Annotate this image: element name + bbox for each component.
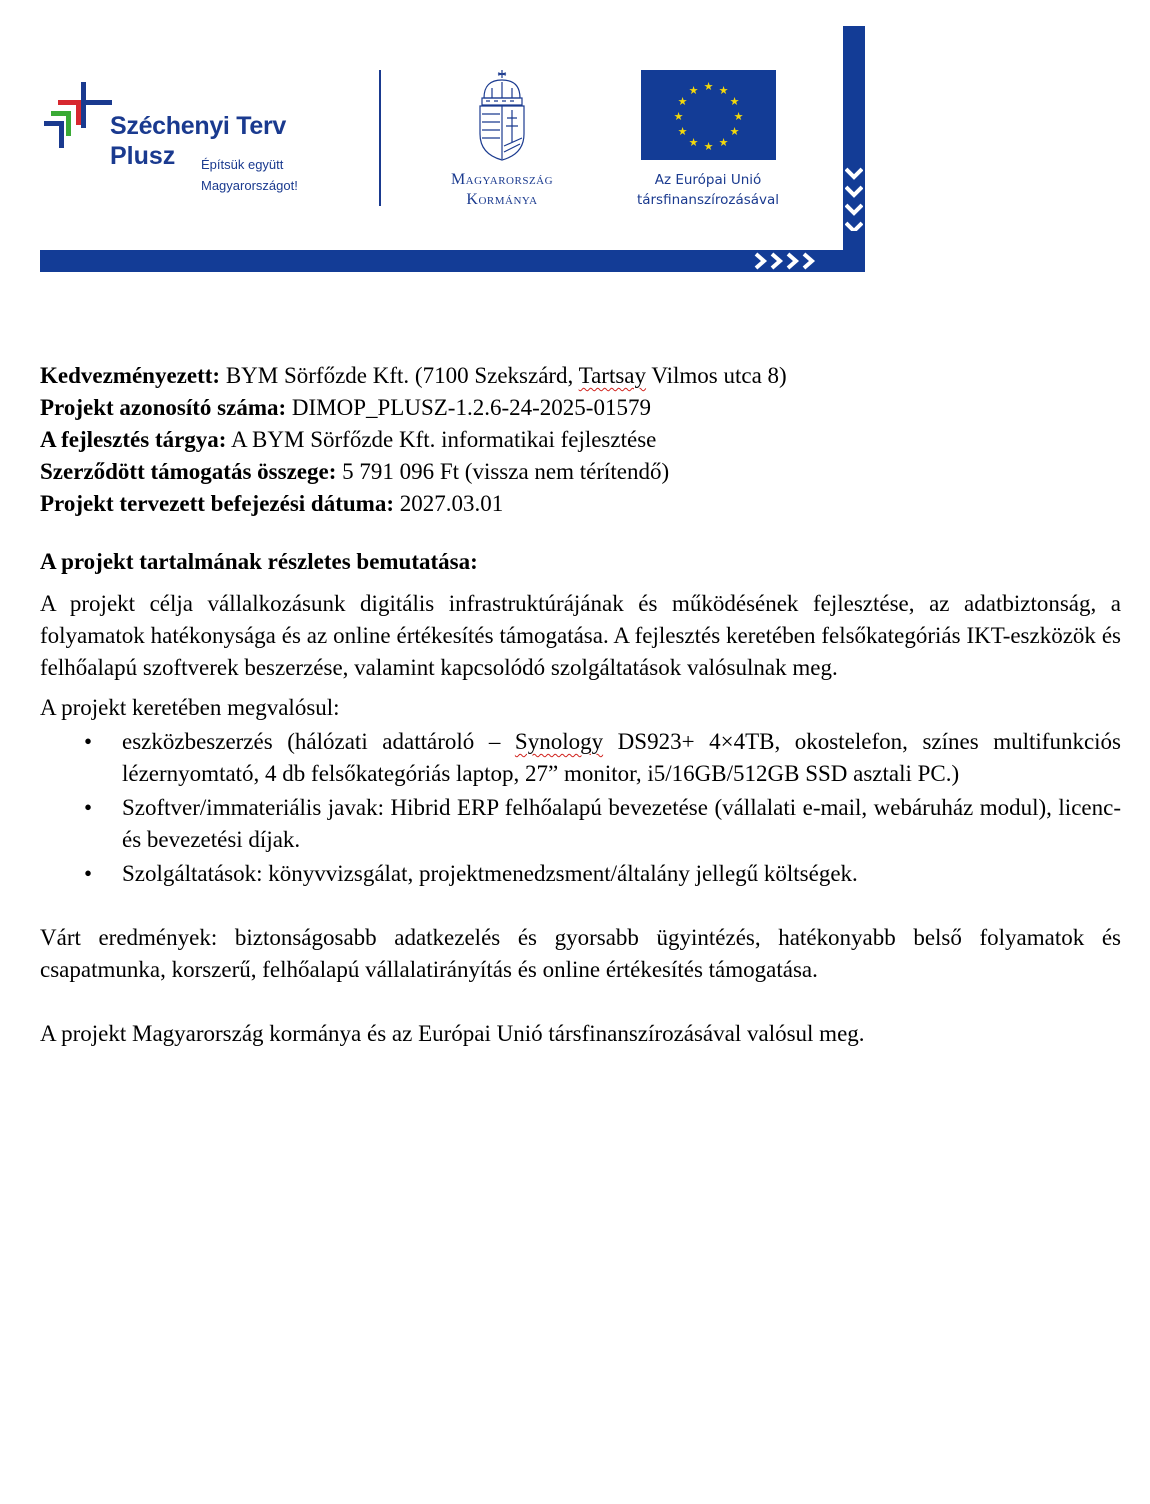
eu-cofinancing-label <box>604 170 812 210</box>
end-date-label: Projekt tervezett befejezési dátuma: <box>40 491 394 516</box>
list-item <box>40 726 1121 790</box>
list-item <box>40 792 1121 856</box>
slogan-line-1: Építsük együtt <box>201 157 284 172</box>
svg-text:★: ★ <box>733 110 744 123</box>
grant-value: 5 791 096 Ft (vissza nem térítendő) <box>336 459 670 484</box>
svg-text:★: ★ <box>703 80 714 93</box>
government-line-1: Magyarország <box>450 171 554 188</box>
szechenyi-plus: Plusz <box>110 142 176 170</box>
grant-label: Szerződött támogatás összege: <box>40 459 337 484</box>
bullet-icon: • <box>84 729 93 754</box>
list-item-text: Szolgáltatások: könyvvizsgálat, projektmenedzsment/általány jellegű költségek. <box>122 861 858 886</box>
subject-line <box>40 424 1121 456</box>
svg-text:★: ★ <box>729 95 740 108</box>
list-item-text: Szoftver/immateriális javak: Hibrid ERP felhőalapú bevezetése (vállalati e-mail, webáruház modul), licenc- és bevezetési díjak. <box>122 795 1121 852</box>
government-label <box>420 170 584 210</box>
government-line-2: Kormánya <box>466 191 538 208</box>
subject-label: A fejlesztés tárgya: <box>40 427 227 452</box>
svg-text:★: ★ <box>703 140 714 153</box>
list-intro: A projekt keretében megvalósul: <box>40 695 340 720</box>
beneficiary-value: BYM Sörfőzde Kft. (7100 Szekszárd, <box>220 363 579 388</box>
list-item <box>40 858 1121 890</box>
closing-statement: A projekt Magyarország kormánya és az Európai Unió társfinanszírozásával valósul meg. <box>40 1021 865 1046</box>
svg-text:★: ★ <box>688 84 699 97</box>
header-banner <box>0 0 1150 280</box>
list-item-text: eszközbeszerzés (hálózati adattároló – <box>122 729 515 754</box>
svg-text:★: ★ <box>718 84 729 97</box>
beneficiary-line <box>40 360 1121 392</box>
bullet-icon: • <box>84 861 93 886</box>
list-item-text-end: DS923+ 4×4TB, okostelefon, színes multifunkciós lézernyomtató, 4 db felsőkategóriás laptop, 27” monitor, i5/16GB/512GB SSD asztali PC.) <box>122 729 1121 786</box>
svg-text:★: ★ <box>673 110 684 123</box>
hungarian-coat-of-arms-icon <box>474 68 530 162</box>
svg-text:★: ★ <box>677 95 688 108</box>
subject-value: A BYM Sörfőzde Kft. informatikai fejlesztése <box>226 427 657 452</box>
eu-flag-icon <box>641 70 776 160</box>
beneficiary-value-end: Vilmos utca 8) <box>646 363 787 388</box>
slogan-line-2: Magyarországot! <box>201 178 298 193</box>
grant-line <box>40 456 1121 488</box>
deliverables-list <box>40 726 1121 890</box>
logo-divider <box>379 70 381 206</box>
chevron-right-icon <box>752 252 816 270</box>
end-date-line <box>40 488 1121 520</box>
eu-line-1: Az Európai Unió <box>654 172 762 188</box>
banner-right-bar <box>843 26 865 272</box>
szechenyi-title: Széchenyi Terv <box>110 112 286 140</box>
spellcheck-flagged-word: Synology <box>514 729 604 754</box>
details-heading: A projekt tartalmának részletes bemutatása: <box>40 549 478 574</box>
szechenyi-slogan <box>201 154 298 196</box>
beneficiary-label: Kedvezményezett: <box>40 363 221 388</box>
svg-text:★: ★ <box>718 136 729 149</box>
project-id-value: DIMOP_PLUSZ-1.2.6-24-2025-01579 <box>286 395 651 420</box>
expected-results: Várt eredmények: biztonságosabb adatkezelés és gyorsabb ügyintézés, hatékonyabb belső folyamatok és csapatmunka, korszerű, felhőalapú vállalatirányítás és online értékesítés támogatása. <box>40 925 1121 982</box>
svg-text:★: ★ <box>688 136 699 149</box>
eu-line-2: társfinanszírozásával <box>636 192 780 208</box>
project-id-line <box>40 392 1121 424</box>
chevron-down-icon <box>845 165 863 231</box>
end-date-value: 2027.03.01 <box>393 491 504 516</box>
bullet-icon: • <box>84 795 93 820</box>
document-body <box>40 360 1121 1050</box>
banner-bottom-bar <box>40 250 865 272</box>
svg-text:★: ★ <box>677 125 688 138</box>
spellcheck-flagged-word: Tartsay <box>578 363 647 388</box>
project-id-label: Projekt azonosító száma: <box>40 395 287 420</box>
project-meta <box>40 360 1121 520</box>
svg-text:★: ★ <box>729 125 740 138</box>
details-intro: A projekt célja vállalkozásunk digitális infrastruktúrájának és működésének fejlesztése, az adatbiztonság, a folyamatok hatékonysága és az online értékesítés támogatása. A fejlesztés keretében felsőkategóriás IKT-eszközök és felhőalapú szoftverek beszerzése, valamint kapcsolódó szolgáltatások valósulnak meg. <box>40 591 1121 680</box>
